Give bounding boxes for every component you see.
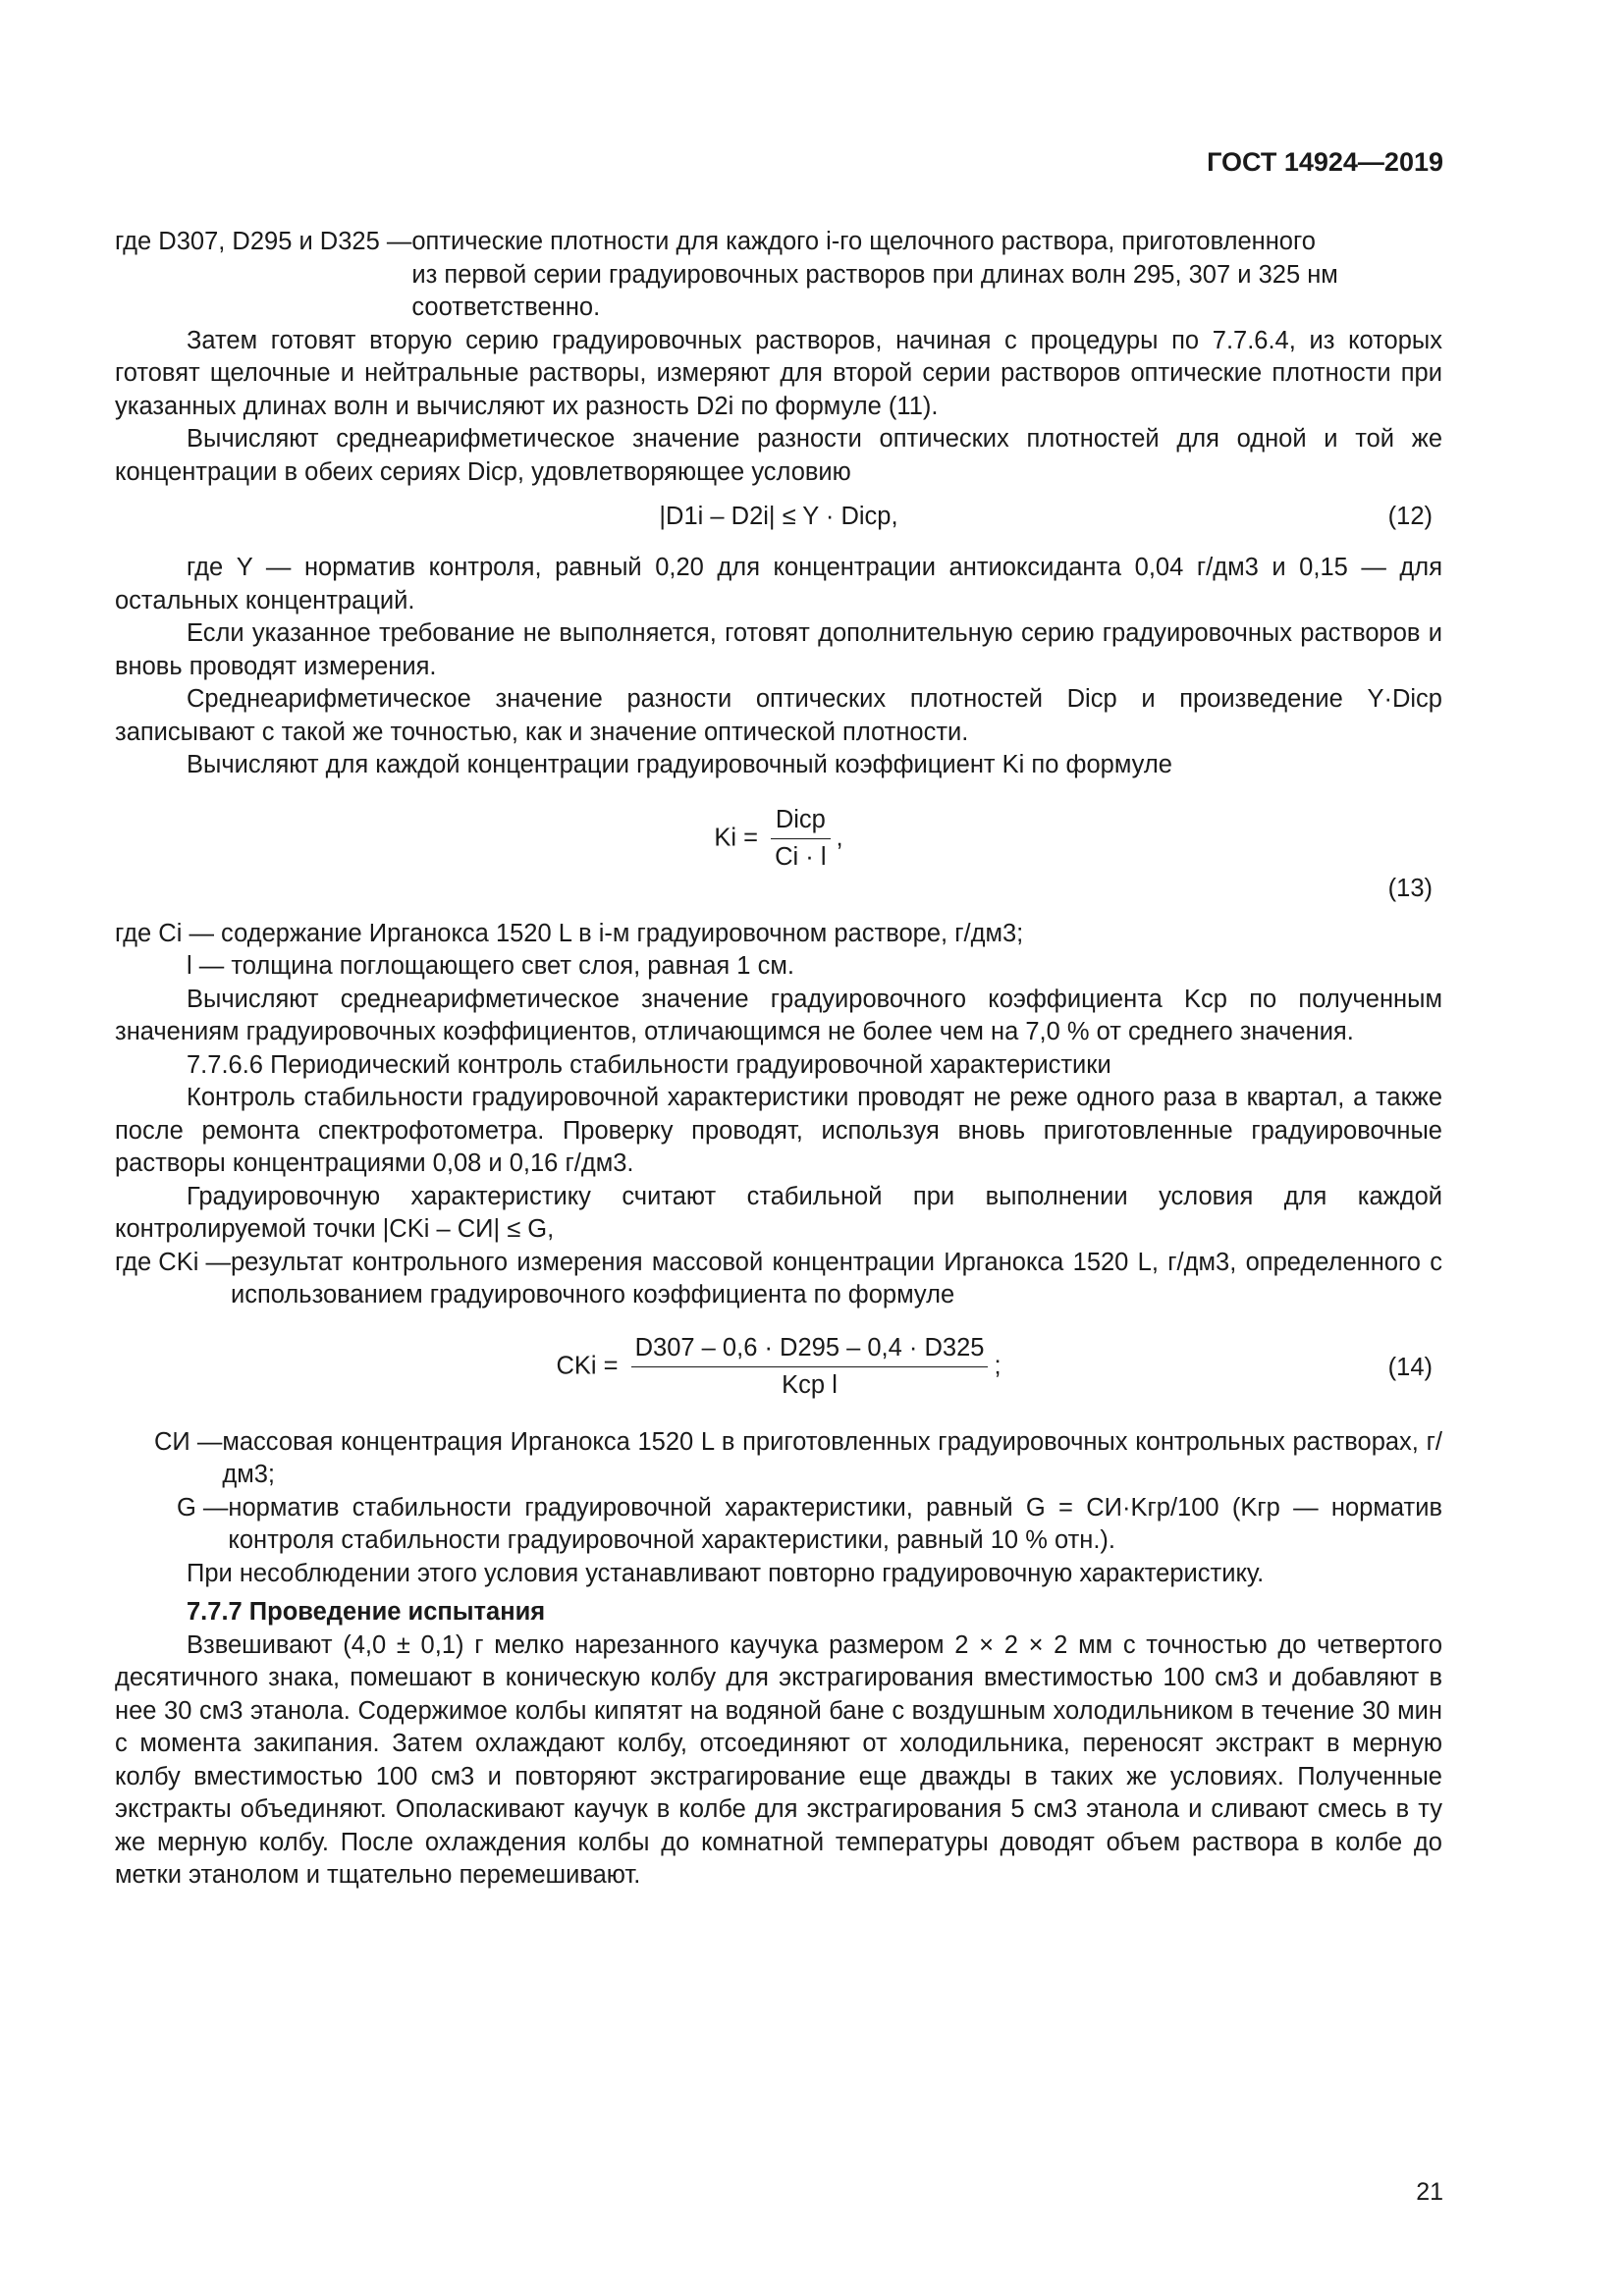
definition-label: где CKi —: [115, 1248, 231, 1276]
paragraph: Если указанное требование не выполняется, готовят дополнительную серию градуировочных растворов и вновь проводят измерения.: [115, 619, 1442, 680]
definition-cki: [115, 1247, 1442, 1312]
fraction: [631, 1332, 989, 1403]
paragraph: где Y — норматив контроля, равный 0,20 для концентрации антиоксиданта 0,04 г/дм3 и 0,15 — для остальных концентраций.: [115, 554, 1442, 614]
formula-tail: ,: [836, 824, 843, 852]
definition-label: где D307, D295 и D325 —: [115, 228, 412, 255]
paragraph: Затем готовят вторую серию градуировочных растворов, начиная с процедуры по 7.7.6.4, из которых готовят щелочные и нейтральные растворы, измеряют для второй серии растворов оптические плотности при указанных длинах волн и вычисляют их разность D2i по формуле (11).: [115, 326, 1442, 420]
formula-lhs: Ki =: [714, 824, 759, 852]
paragraph: Градуировочную характеристику считают стабильной при выполнении условия для каждой контролируемой точки |CKi – CИ| ≤ G,: [115, 1182, 1442, 1243]
document-header: ГОСТ 14924—2019: [1207, 147, 1443, 177]
definition-line: из первой серии градуировочных растворов при длинах волн 295, 307 и 325 нм: [411, 260, 1338, 289]
paragraph: Среднеарифметическое значение разности оптических плотностей Dicp и произведение Y·Dicp записывают с такой же точностью, как и значение оптической плотности.: [115, 685, 1442, 746]
definition-label: G —: [177, 1493, 229, 1522]
fraction: [771, 804, 830, 875]
denominator: Ci · l: [775, 843, 827, 871]
formula-number: (14): [1387, 1353, 1433, 1381]
definition-line: оптические плотности для каждого i-го щелочного раствора, приготовленного: [411, 228, 1316, 255]
definition-d-values: [115, 226, 1442, 325]
definition-text: результат контрольного измерения массовой концентрации Ирганокса 1520 L, г/дм3, определенного с использованием градуировочного коэффициента по формуле: [230, 1248, 1442, 1308]
numerator: Dicp: [771, 804, 830, 840]
paragraph: Взвешивают (4,0 ± 0,1) г мелко нарезанного каучука размером 2 × 2 × 2 мм с точностью до четвертого десятичного знака, помешают в коническую колбу для экстрагирования вместимостью 100 см3 и добавляют в нее 30 см3 этанола. Содержимое колбы кипятят на водяной бане с воздушным холодильником в течение 30 мин с момента закипания. Затем охлаждают колбу, отсоединяют от холодильника, переносят экстракт в мерную колбу вместимостью 100 см3 и повторяют экстрагирование еще дважды в таких же условиях. Полученные экстракты объединяют. Ополаскивают каучук в колбе для экстрагирования 5 см3 этанола и сливают смесь в ту же мерную колбу. После охлаждения колбы до комнатной температуры доводят объем раствора в колбе до метки этанолом и тщательно перемешивают.: [115, 1630, 1442, 1889]
definition-label: CИ —: [154, 1427, 223, 1456]
definition-g: [115, 1492, 1442, 1558]
formula-14: [115, 1322, 1442, 1420]
definition-text: массовая концентрация Ирганокса 1520 L в приготовленных градуировочных контрольных растворах, г/дм3;: [222, 1427, 1442, 1488]
formula-tail: ;: [994, 1352, 1001, 1380]
definition-ci-control: [115, 1426, 1442, 1492]
definition-line: соответственно.: [411, 294, 601, 321]
formula-13: [115, 794, 1442, 912]
paragraph: Вычисляют среднеарифметическое значение разности оптических плотностей для одной и той же концентрации в обеих сериях Dicp, удовлетворяющее условию: [115, 425, 1442, 486]
page-number: 21: [1416, 2178, 1443, 2206]
page-body: [115, 226, 1442, 1893]
formula-number: (13): [1387, 874, 1433, 902]
definition-ci: где Ci — содержание Ирганокса 1520 L в i-м градуировочном растворе, г/дм3;: [115, 919, 1024, 947]
section-heading: 7.7.7 Проведение испытания: [187, 1598, 546, 1626]
formula-number: (12): [1387, 503, 1433, 530]
formula-lhs: CKi =: [556, 1352, 619, 1380]
definition-l: l — толщина поглощающего свет слоя, равная 1 см.: [187, 952, 794, 980]
paragraph: При несоблюдении этого условия устанавливают повторно градуировочную характеристику.: [187, 1559, 1265, 1587]
denominator: Kср l: [782, 1371, 838, 1399]
subsection-heading: 7.7.6.6 Периодический контроль стабильности градуировочной характеристики: [187, 1050, 1111, 1079]
numerator: D307 – 0,6 · D295 – 0,4 · D325: [631, 1332, 989, 1368]
paragraph: Вычисляют для каждой концентрации градуировочный коэффициент Ki по формуле: [187, 751, 1172, 778]
paragraph: Вычисляют среднеарифметическое значение градуировочного коэффициента Kср по полученным значениям градуировочных коэффициентов, отличающимся не более чем на 7,0 % от среднего значения.: [115, 985, 1442, 1045]
definition-text: норматив стабильности градуировочной характеристики, равный G = CИ·Kгр/100 (Kгр — норматив контроля стабильности градуировочной характеристики, равный 10 % отн.).: [228, 1493, 1442, 1554]
formula-12: [115, 501, 1442, 540]
formula-expression: |D1i – D2i| ≤ Y · Dicp,: [659, 503, 898, 530]
paragraph: Контроль стабильности градуировочной характеристики проводят не реже одного раза в квартал, а также после ремонта спектрофотометра. Проверку проводят, используя вновь приготовленные градуировочные растворы концентрациями 0,08 и 0,16 г/дм3.: [115, 1084, 1442, 1177]
